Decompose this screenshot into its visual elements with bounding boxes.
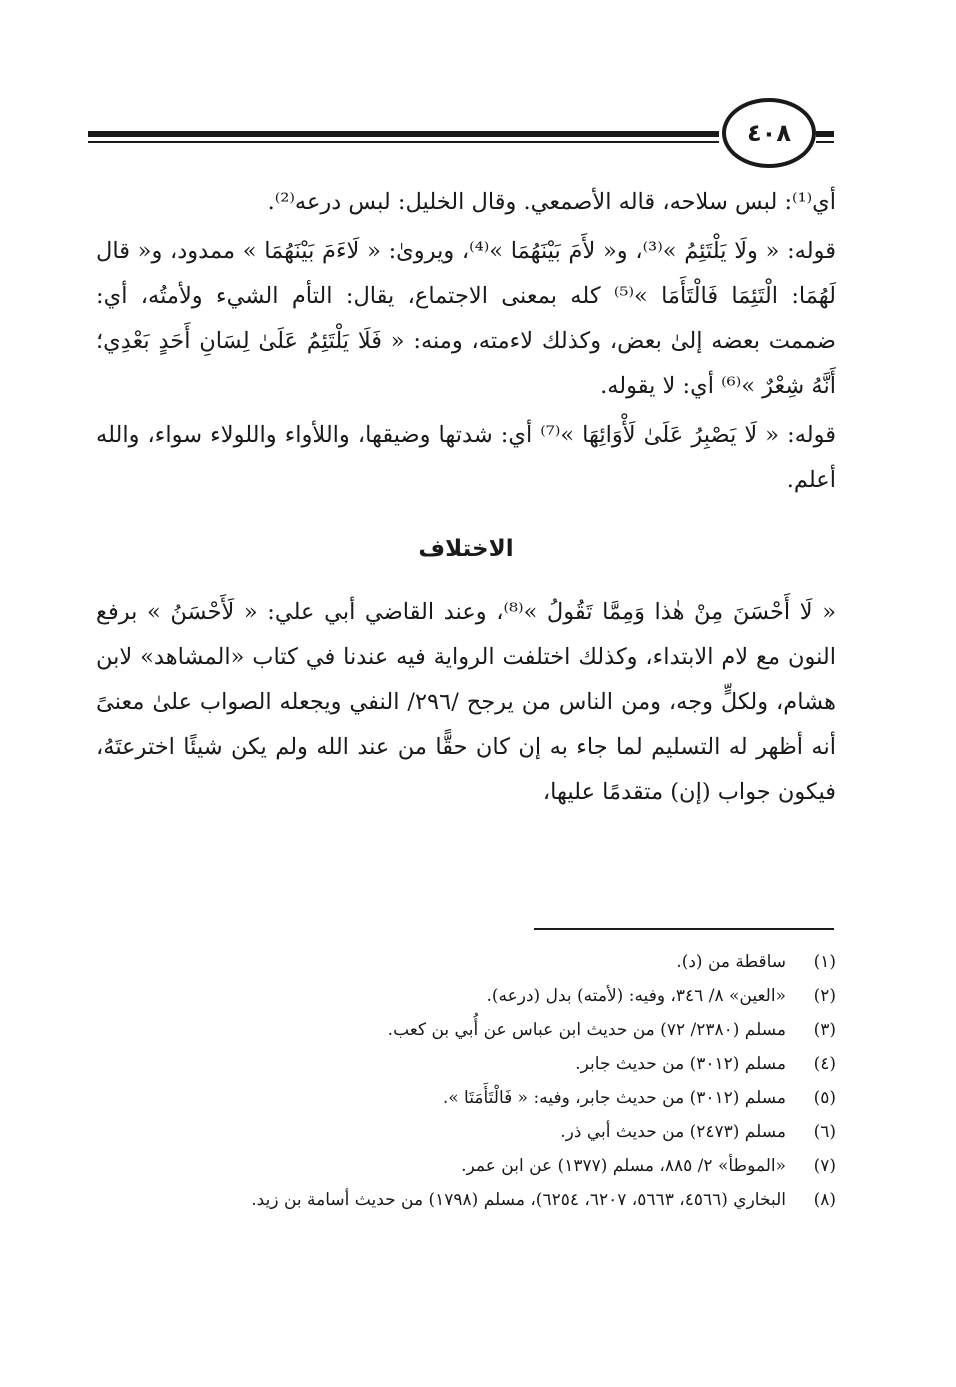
footnote-text: مسلم (٣٠١٢) من حديث جابر. bbox=[575, 1054, 786, 1074]
footnote-item bbox=[96, 1149, 836, 1183]
footnote-text: مسلم (٢٣٨٠/ ٧٢) من حديث ابن عباس عن أُبي بن كعب. bbox=[387, 1020, 786, 1040]
footnote-number: (١) bbox=[813, 952, 836, 972]
footnote-text: مسلم (٣٠١٢) من حديث جابر، وفيه: « فَالْتَأَمَتَا ». bbox=[442, 1088, 786, 1108]
footnote-item bbox=[96, 1013, 836, 1047]
footnote-separator bbox=[534, 928, 834, 930]
footnote-item bbox=[96, 1081, 836, 1115]
paragraph-1: أي⁽¹⁾: لبس سلاحه، قاله الأصمعي. وقال الخليل: لبس درعه⁽²⁾. bbox=[267, 189, 836, 215]
section-paragraph: « لَا أَحْسَنَ مِنْ هٰذا وَمِمَّا تَقُولُ »⁽⁸⁾، وعند القاضي أبي علي: « لَأَحْسَنُ » برفع النون مع لام الابتداء، وكذلك اختلفت الرواية فيه عندنا في كتاب «المشاهد» لابن هشام، ولكلٍّ وجه، ومن الناس من يرجح /٢٩٦/ النفي ويجعله الصواب علىٰ معنىً أنه أظهر له التسليم لما جاء به إن كان حقًّا من عند الله ولم يكن شيئًا اخترعتَهُ، فيكون جواب (إن) متقدمًا عليها، bbox=[96, 599, 837, 805]
footnotes bbox=[96, 945, 836, 1217]
footnote-item bbox=[96, 979, 836, 1013]
footnote-item bbox=[96, 1115, 836, 1149]
main-text bbox=[96, 180, 836, 819]
footnote-text: ساقطة من (د). bbox=[676, 952, 786, 972]
footnote-number: (٦) bbox=[813, 1122, 836, 1142]
footnote-text: «العين» ٨/ ٣٤٦، وفيه: (لأمته) بدل (درعه). bbox=[486, 986, 786, 1006]
header-rule-right-thin bbox=[816, 141, 834, 143]
footnote-number: (٨) bbox=[813, 1190, 836, 1210]
footnote-text: البخاري (٤٥٦٦، ٥٦٦٣، ٦٢٠٧، ٦٢٥٤)، مسلم (١٧٩٨) من حديث أسامة بن زيد. bbox=[251, 1190, 786, 1210]
paragraph-3: قوله: « لَا يَصْبِرُ عَلَىٰ لَأْوَائِهَا »⁽⁷⁾ أي: شدتها وضيقها، واللأواء واللولاء سواء، والله أعلم. bbox=[96, 422, 836, 493]
footnote-item bbox=[96, 945, 836, 979]
footnote-text: مسلم (٢٤٧٣) من حديث أبي ذر. bbox=[560, 1122, 786, 1142]
header-rule-thin bbox=[88, 141, 719, 143]
footnote-number: (٧) bbox=[813, 1156, 836, 1176]
footnote-text: «الموطأ» ٢/ ٨٨٥، مسلم (١٣٧٧) عن ابن عمر. bbox=[461, 1156, 786, 1176]
footnote-item bbox=[96, 1047, 836, 1081]
page-header bbox=[88, 98, 834, 176]
section-title: الاختلاف bbox=[418, 536, 514, 562]
footnote-number: (٣) bbox=[813, 1020, 836, 1040]
page-number: ٤٠٨ bbox=[722, 98, 816, 168]
footnote-item bbox=[96, 1183, 836, 1217]
footnote-number: (٢) bbox=[813, 986, 836, 1006]
footnote-number: (٥) bbox=[813, 1088, 836, 1108]
footnote-number: (٤) bbox=[813, 1054, 836, 1074]
header-rule bbox=[88, 131, 719, 137]
paragraph-2: قوله: « ولَا يَلْتَئِمُ »⁽³⁾، و« لأَمَ بَيْنَهُمَا »⁽⁴⁾، ويروىٰ: « لَاءَمَ بَيْنَهُمَا » ممدود، و« قال لَهُمَا: الْتَئِمَا فَالْتَأَمَا »⁽⁵⁾ كله بمعنى الاجتماع، يقال: التأم الشيء ولأمتُه، أي: ضممت بعضه إلىٰ بعض، وكذلك لاءمته، ومنه: « فَلَا يَلْتَئِمُ عَلَىٰ لِسَانِ أَحَدٍ بَعْدِي؛ أَنَّهُ شِعْرٌ »⁽⁶⁾ أي: لا يقوله. bbox=[96, 238, 836, 399]
header-rule-right bbox=[816, 131, 834, 137]
